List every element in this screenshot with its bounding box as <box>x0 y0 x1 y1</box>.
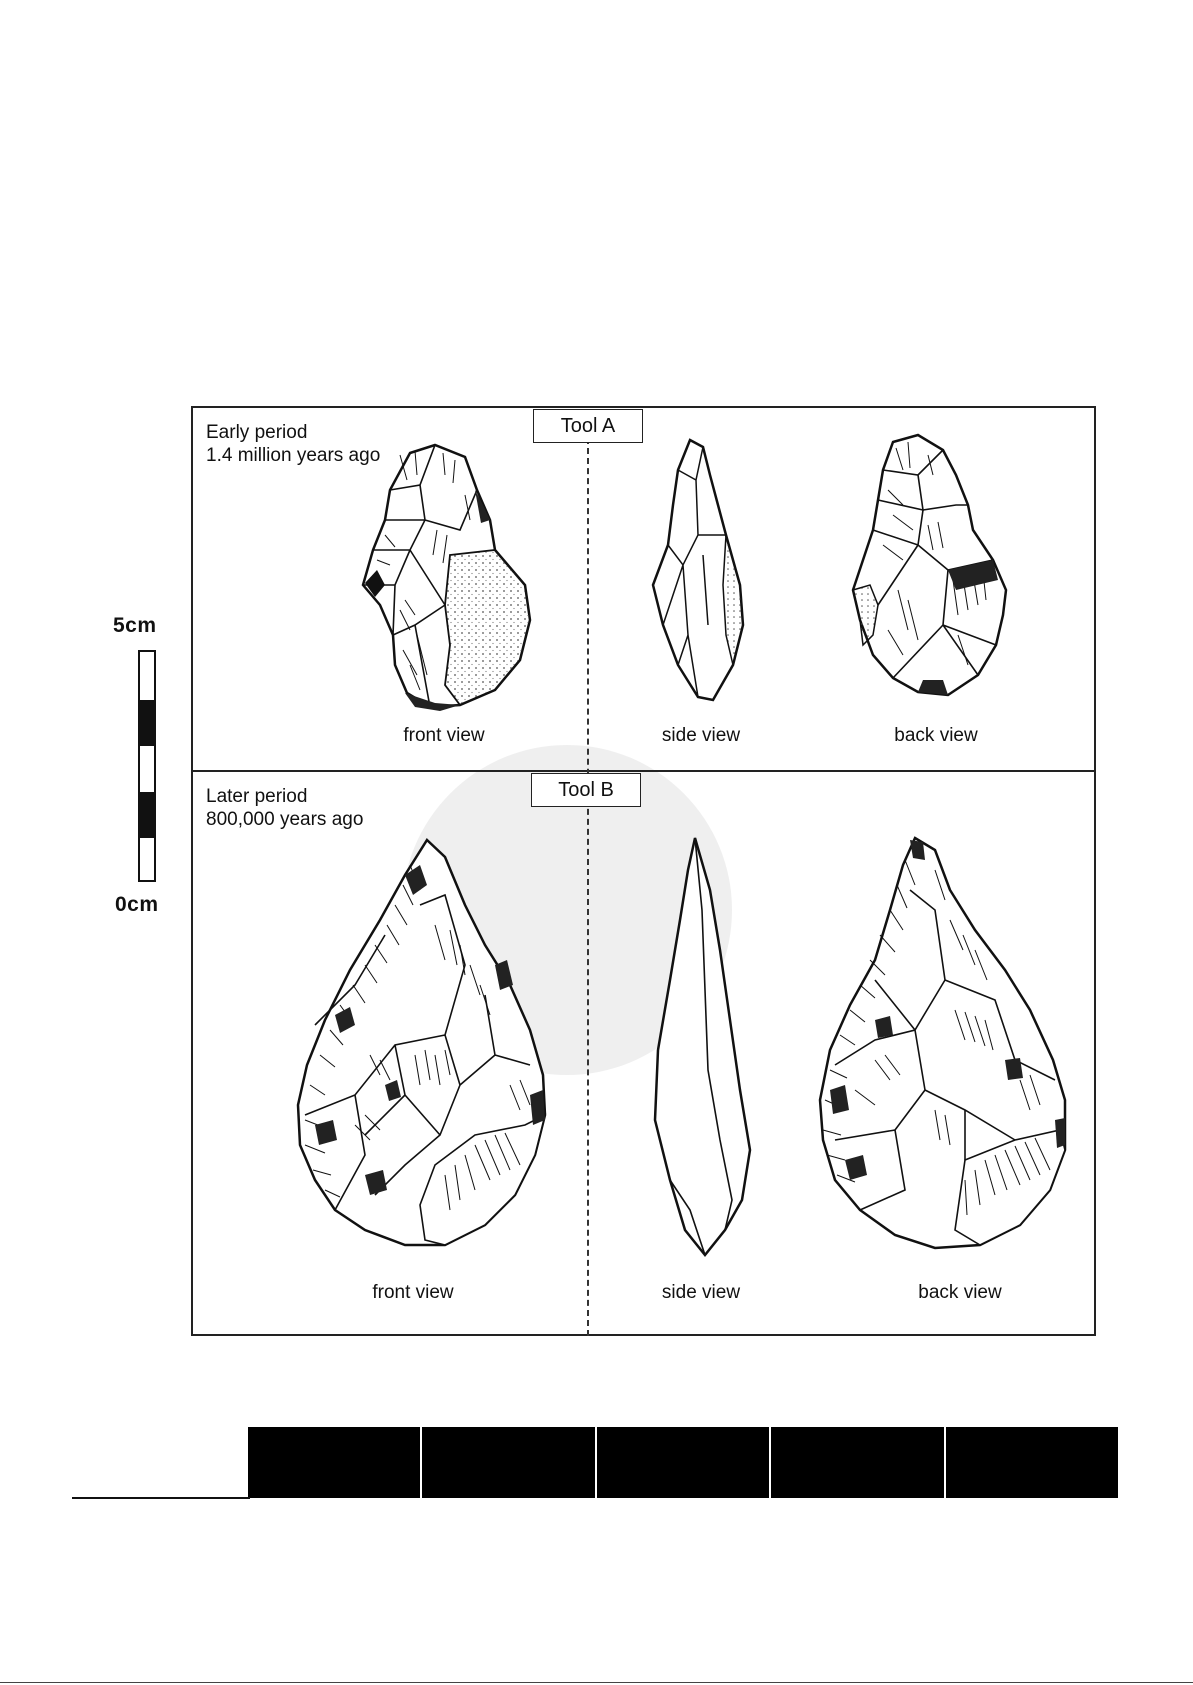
tool-b-period-title: Later period <box>206 786 308 807</box>
tool-a-label: Tool A <box>533 409 643 443</box>
answer-cell <box>946 1427 1118 1498</box>
panel-divider <box>191 770 1096 772</box>
answer-cell <box>248 1427 422 1498</box>
tool-b-period-age: 800,000 years ago <box>206 809 364 830</box>
scale-top-label: 5cm <box>113 614 157 637</box>
view-divider-dashed <box>587 438 589 1336</box>
tool-a-side-view-label: side view <box>661 725 741 746</box>
tool-a-front-view-label: front view <box>403 725 485 746</box>
scale-segment-dark <box>140 792 154 838</box>
tool-b-back-view-label: back view <box>918 1282 1002 1303</box>
answer-cell <box>597 1427 771 1498</box>
tool-b-front-view-drawing <box>295 835 550 1255</box>
tool-b-side-view-drawing <box>650 830 760 1260</box>
tool-a-back-view-drawing <box>848 430 1018 700</box>
tool-a-front-view-drawing <box>355 435 535 715</box>
answer-table-baseline <box>72 1497 250 1499</box>
tool-a-period-title: Early period <box>206 422 308 443</box>
answer-table-header <box>248 1427 1118 1498</box>
scale-segment-dark <box>140 700 154 746</box>
scale-bar <box>138 650 156 882</box>
tool-b-period <box>206 785 363 831</box>
tool-b-side-view-label: side view <box>661 1282 741 1303</box>
page-bottom-rule <box>0 1682 1193 1683</box>
tool-b-front-view-label: front view <box>372 1282 454 1303</box>
scale-bottom-label: 0cm <box>115 893 159 916</box>
tool-a-back-view-label: back view <box>894 725 978 746</box>
answer-cell <box>771 1427 945 1498</box>
tool-b-back-view-drawing <box>815 830 1070 1255</box>
tool-b-label: Tool B <box>531 773 641 807</box>
answer-cell <box>422 1427 596 1498</box>
tool-a-period-age: 1.4 million years ago <box>206 445 381 466</box>
tool-a-side-view-drawing <box>648 435 748 705</box>
